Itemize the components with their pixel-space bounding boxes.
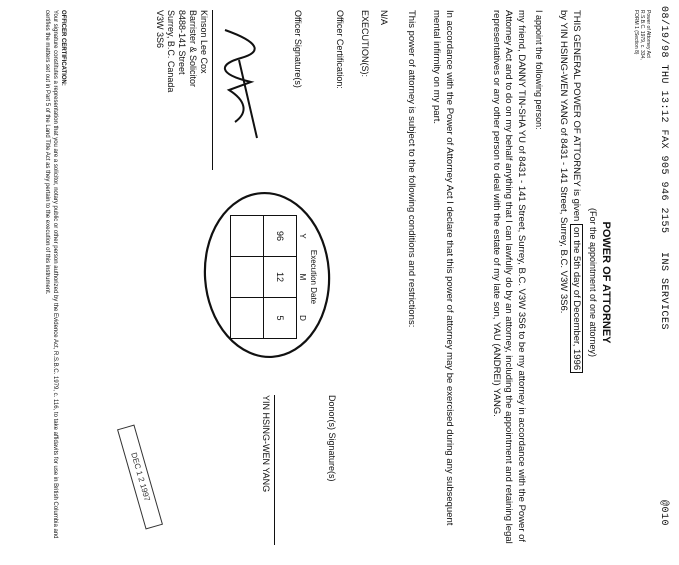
form-reference xyxy=(633,10,651,60)
donor-signature-line xyxy=(274,395,275,545)
form-reference-line: Power of Attorney Act xyxy=(645,10,651,58)
fax-page-code: @010 xyxy=(658,500,669,527)
form-reference-line: R.S.B.C. 1979, c. 334, xyxy=(639,10,645,60)
donor-name: YIN HSING-WEN YANG xyxy=(261,395,271,493)
appointment-paragraph: my friend, DANNY TIN-SHA YU of 8431 - 141 Street, Surrey, B.C. V3W 3S6 to be my attorney in accordance with the Power of Attorney Act and to do on my behalf anything that I can lawfully do by an attorney, including the appointment and retaining legal representatives or any other person to deal with the estate of my late son, YAU (ANDREI) YANG. xyxy=(491,10,527,544)
footer-heading: OFFICER CERTIFICATION: xyxy=(60,10,66,86)
received-stamp: DEC 1 2 1997 xyxy=(117,425,163,530)
officer-certification-footer xyxy=(43,10,67,555)
execution-date-col-d: D xyxy=(298,315,307,321)
donor-signature-label: Donor(s) Signature(s) xyxy=(327,395,337,482)
footer-text: Your signature constitutes a representation that you are a solicitor, notary public or other person authorized by the Evidence Act, R.S.B.C. 1979, c. 116, to take affidavits for use in British Columbia and certifies the matters set out in Part 5 of the Land Title Act as they pertain to the execution of this instrument. xyxy=(44,10,58,539)
document-title: POWER OF ATTORNEY xyxy=(600,221,612,344)
intro-lead: THIS GENERAL POWER OF ATTORNEY is given xyxy=(571,10,582,222)
officer-signature-label: Officer Signature(s) xyxy=(293,10,303,88)
execution-date-day: 5 xyxy=(264,298,297,339)
intro-paragraph xyxy=(557,10,582,550)
appoint-line: I appoint the following person: xyxy=(534,10,544,130)
officer-address-city: Surrey, B.C. Canada xyxy=(166,10,176,93)
fax-datetime: 08/19/98 THU 13:12 FAX 905 946 2155 xyxy=(658,6,669,234)
conditions-value: N/A xyxy=(379,10,389,26)
officer-address-postal: V3W 3S6 xyxy=(155,10,165,49)
hand-drawn-circle xyxy=(189,185,339,365)
officer-name: Kinson Lee Cox xyxy=(199,10,209,74)
execution-date-header: Execution Date xyxy=(309,249,318,305)
officer-handwritten-signature xyxy=(213,20,269,150)
execution-date-month: 12 xyxy=(264,257,297,298)
officer-title: Barrister & Solicitor xyxy=(188,10,198,88)
fax-sender: INS SERVICES xyxy=(658,252,669,331)
document-subtitle: (For the appointment of one attorney) xyxy=(588,207,598,358)
intro-date-boxed: on the 5th day of December, 1996 xyxy=(570,224,583,373)
execution-date-col-m: M xyxy=(298,273,307,281)
execution-date-year: 96 xyxy=(264,216,297,257)
officer-signature-line xyxy=(212,10,213,170)
officer-block xyxy=(154,10,209,92)
intro-tail: by YIN HSING-WEN YANG of 8431 - 141 Street, Surrey, B.C. V3W 3S6. xyxy=(558,10,570,314)
execution-date-col-y: Y xyxy=(298,233,307,239)
officer-address-street: 8488-141 Street xyxy=(177,10,187,75)
accordance-paragraph: In accordance with the Power of Attorney Act I declare that this power of attorney may be exercised during any subsequent mental infirmity on my part. xyxy=(431,10,455,526)
form-reference-line: FORM 1 (Section 8) xyxy=(633,10,639,55)
officer-certification-label: Officer Certification: xyxy=(335,10,345,89)
conditions-paragraph: This power of attorney is subject to the following conditions and restrictions: xyxy=(406,10,417,328)
execution-label: EXECUTION(S): xyxy=(360,10,370,78)
